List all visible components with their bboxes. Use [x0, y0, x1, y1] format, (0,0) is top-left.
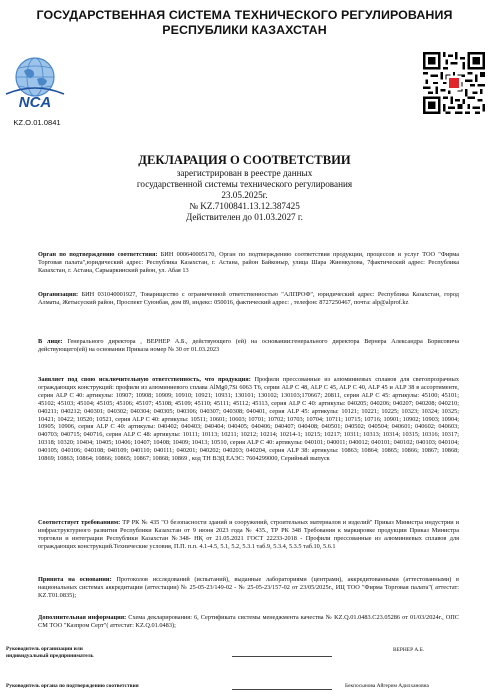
section-organ — [38, 251, 459, 275]
section-additional — [38, 614, 459, 630]
head-name: ВЕРНЕР А.Б. — [393, 647, 425, 653]
person-label: В лице: — [38, 338, 63, 345]
head-label-line-2: индивидуальный предприниматель — [6, 652, 94, 659]
declaration-number: № KZ.7100841.13.12.387425 — [189, 201, 300, 211]
section-person — [38, 338, 459, 354]
header-title — [30, 8, 459, 38]
qr-code-icon — [423, 52, 485, 114]
declaration-title: ДЕКЛАРАЦИЯ О СООТВЕТСТВИИ — [138, 153, 351, 167]
registered-line-2: государственной системы технического регулирования — [136, 179, 353, 189]
org-signature-line — [232, 689, 332, 690]
organ-label: Орган по подтверждению соответствия: — [38, 251, 158, 258]
registration-date: 23.05.2025г. — [221, 190, 268, 200]
header-line-2: РЕСПУБЛИКИ КАЗАХСТАН — [162, 23, 327, 37]
registered-line-1: зарегистрирован в реестре данных — [176, 168, 313, 178]
head-label-line-1: Руководитель организации или — [6, 646, 83, 652]
section-organization — [38, 291, 459, 307]
head-signature-label — [6, 646, 93, 660]
product-text: Профили прессованные из алюминиевых сплавов для светопрозрачных ограждающих конструкций: профили из алюминиевого сплава AlMg0,7Si 6063 Т6, серии ALP C 48, ALP C 45, ALP C 40, ALP 45 и ALP 38 в ассортименте, серия ALP C 40: артикулы: 10907; 10908; 10909; 10910; 10921; 10931; 130101; 130102; 130103;170667; 20811, серия ALP C 45: артикулы: 45100; 45101; 45102; 45103; 45104; 45105; 45106; 45107; 45108; 45109; 45110; 45111; 45112; 45113, серия ALP C 40: артикулы: 040205; 040206; 040207; 040208; 040210; 040211; 040212; 040301; 040302; 040304; 040305; 040306; 040307; 040308; 040401, серия ALP 45: артикулы: 10121; 10221; 10225; 10323; 10324; 10325; 10421; 10422; 10520; 10521, серия ALP C 40: артикулы: 10511; 10601; 10603; 10701; 10702; 10703; 10704; 10711; 10715; 10716; 10901; 10902; 10903; 10904; 10905; 10906, серия ALP C 40: артикулы: 040402; 040403; 040404; 040405; 040406; 040407; 040408; 040501; 040502; 040504; 040601; 040602; 040603; 040703; 040715; 040716, серия ALP C 48: артикулы: 10111; 10113; 10211; 10212; 10214; 10214-1; 10215; 10217; 10311; 10313; 10314; 10315; 10316; 10317; 10318; 10320; 10404; 10405; 10406; 10407; 10408; 10409; 10413; 10510, серия ALP C 40: артикулы: 040101; 040011; 040012; 040101; 040102; 040103; 040104; 040105; 040106; 040108; 040109; 040110; 040111; 040201; 040202; 040203; 040204, серия ALP 38: артикулы: 10863; 10864; 10865; 10866; 10867; 10868; 10869; 10863; 10864; 10866; 10865; 10867; 10868; 10869 , код ТН ВЭД ЕАЭС: 7604299000, Серийный выпуск — [38, 376, 459, 463]
nca-logo-icon — [4, 52, 66, 112]
additional-label: Дополнительная информация: — [38, 614, 127, 621]
section-basis — [38, 576, 459, 600]
organization-label: Организация: — [38, 291, 79, 298]
additional-text: Схема декларирования: 6, Сертификата системы менеджмента качества № KZ.Q.01.0483.C23.05286 от 01/03/2024г., ОПС СМ ТОО "Казпром Серт"( аттестат: KZ.Q.01.0483); — [38, 614, 459, 629]
section-requirements — [38, 519, 459, 551]
person-text: Генерального директора , ВЕРНЕР А.Б., действующего (ей) на основании:генерального директора Вернера Александра Борисовича действующего(ей) на основании Приказа номер № 30 от 01.03.2023 — [38, 338, 459, 353]
organ-text: БИН 000640005170, Орган по подтверждению соответствия продукции, процессов и услуг ТОО "Фирма Торговая палата",юридический адрес: Республика Казахстан, г. Астана, район Байконыр, улица Шара Жиенкулова, 7фактический адрес: Республика Казахстан, г. Астана, Сарыаркинский район, ул. Абая 13 — [38, 251, 459, 274]
registration-number: KZ.O.01.0841 — [13, 118, 61, 127]
product-label: Заявляет под свою исключительную ответственность, что продукция: — [38, 376, 251, 383]
logo-text: NCA — [18, 94, 52, 111]
requirements-label: Соответствует требованиям: — [38, 519, 121, 526]
org-signature-label: Руководитель органа по подтверждению соответствия — [6, 683, 139, 689]
requirements-text: ТР РК № 435 "О безопасности зданий и сооружений, строительных материалов и изделий" Приказ Министра индустрии и инфраструктурного развития Республики Казахстан от 9 июня 2023 года № 435., ТР РК 348 Требования к маркировке продукции Приказ Министра торговли и интеграции Республики Казахстан №348- НҚ от 21.05.2021 ГОСТ 22233-2018 - Профили прессованные из алюминиевых сплавов для ограждающих конструкций.Технические условия, П.П. п.п. 4.1-4.5, 5.1, 5.2, 5.3.1 таб.9, 5.3.4, 5.3.5 таб.10, 5.6.1 — [38, 519, 459, 550]
section-product — [38, 376, 459, 463]
registration-block — [0, 168, 489, 223]
basis-text: Протоколов исследований (испытаний), выданные лабораториями (центрами), аккредитованными (аттестованными) в национальных системах аккредитации (аттестации) № 25-05-23/149-02 - № 25-05-23/157-02 от 23/05/2025г., ИЦ ТОО "Фирма Торговая палата"( аттестат: KZ.T01.0835); — [38, 576, 459, 599]
header-line-1: ГОСУДАРСТВЕННАЯ СИСТЕМА ТЕХНИЧЕСКОГО РЕГУЛИРОВАНИЯ — [36, 8, 453, 22]
basis-label: Принята на основании: — [38, 576, 112, 583]
valid-until: Действителен до 01.03.2027 г. — [186, 212, 303, 222]
organization-text: БИН 031040001927, Товарищество с ограниченной ответственностью "АЛПРОФ", юридический адрес: Республика Казахстан, город Алматы, Жетысуский район, Проспект Суюнбая, дом 89, индекс: 050016, фактический адрес: , телефон: 8727250467, почта: alp@alprof.kz — [38, 291, 459, 306]
org-head-name: Бекпосынова Айгерим Адилхановна — [345, 683, 429, 689]
head-signature-line — [232, 656, 332, 657]
